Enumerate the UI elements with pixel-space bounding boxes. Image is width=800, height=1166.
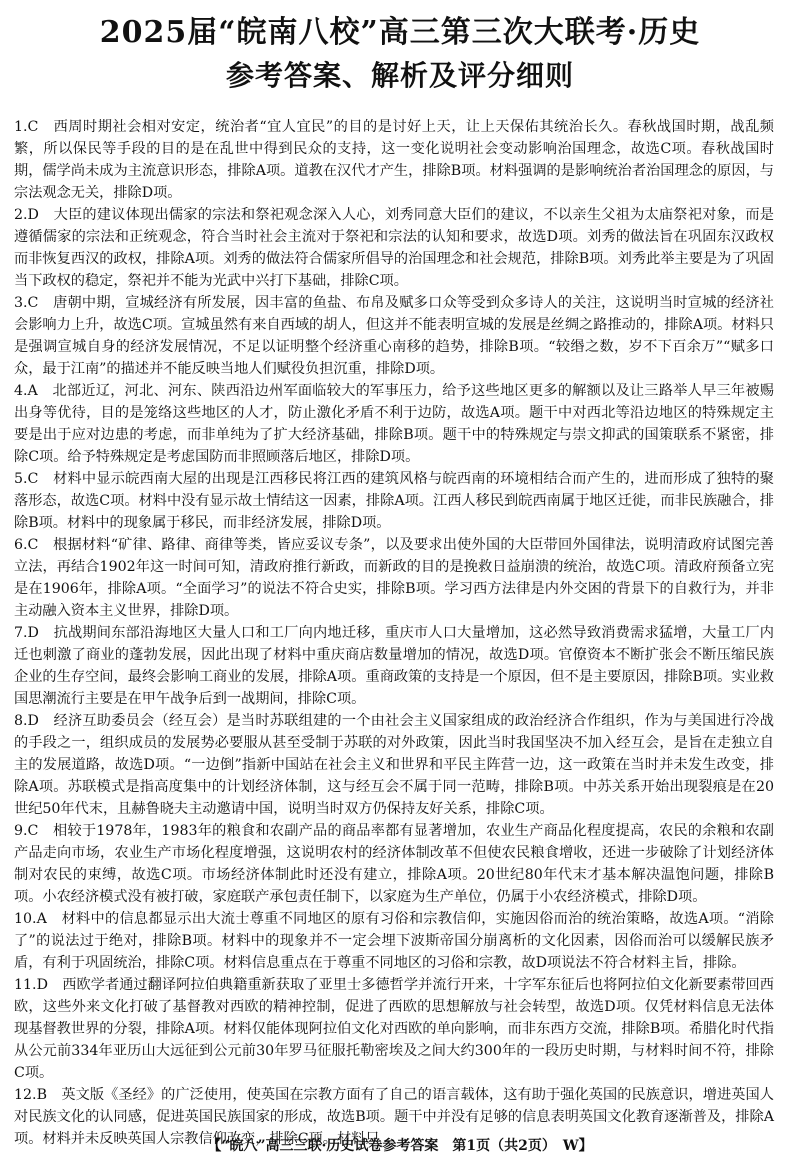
answer-item-9: 9.C 相较于1978年，1983年的粮食和农副产品的商品率都有显著增加，农业生产商品化程度提高，农民的余粮和农副产品走向市场，农业生产市场化程度增强，这说明农村的经济体制改革不但使农民粮食增收，还进一步破除了计划经济体制对农民的束缚，故选C项。市场经济体制此时还没有建立，排除A项。20世纪80年代末才基本解决温饱问题，排除B项。小农经济模式没有被打破，家庭联产承包责任制下，以家庭为生产单位，仍属于小农经济模式，排除D项。 <box>14 823 774 905</box>
answer-list <box>14 116 774 1150</box>
page-footer: 【“皖八”高三三联·历史试卷参考答案 第1页（共2页） W】 <box>207 1138 593 1154</box>
answer-item-11: 11.D 西欧学者通过翻译阿拉伯典籍重新获取了亚里士多德哲学并流行开来，十字军东征后也将阿拉伯文化新要素带回西欧，这些外来文化打破了基督教对西欧的精神控制，促进了西欧的思想解放与社会转型，故选D项。仅凭材料信息无法体现基督教世界的分裂，排除A项。材料仅能体现阿拉伯文化对西欧的单向影响，而非东西方交流，排除B项。希腊化时代指从公元前334年亚历山大远征到公元前30年罗马征服托勒密埃及之间大约300年的一段历史时期，与材料时间不符，排除C项。 <box>14 977 774 1081</box>
answer-item-12: 12.B 英文版《圣经》的广泛使用，使英国在宗教方面有了自己的语言载体，这有助于强化英国的民族意识，增进英国人对民族文化的认同感，促进英国民族国家的形成，故选B项。题干中并没有足够的信息表明英国文化教育逐渐普及，排除A项。材料并未反映英国人宗教信仰改变，排除C项。材料只 <box>14 1087 774 1147</box>
answer-item-10: 10.A 材料中的信息都显示出大流士尊重不同地区的原有习俗和宗教信仰，实施因俗而治的统治策略，故选A项。“消除了”的说法过于绝对，排除B项。材料中的现象并不一定会埋下波斯帝国分崩离析的文化因素，因俗而治可以缓解民族矛盾，有利于巩固统治，排除C项。材料信息重点在于尊重不同地区的习俗和宗教，故D项说法不符合材料主旨，排除。 <box>14 911 774 971</box>
answer-item-1: 1.C 西周时期社会相对安定，统治者“宜人宜民”的目的是讨好上天，让上天保佑其统治长久。春秋战国时期，战乱频繁，所以保民等手段的目的是在乱世中得到民众的支持，这一变化说明社会变动影响治国理念，故选C项。春秋战国时期，儒学尚未成为主流意识形态，排除A项。道教在汉代才产生，排除B项。材料强调的是影响统治者治国理念的原因，与宗法观念无关，排除D项。 <box>14 119 774 201</box>
page-title: 2025届“皖南八校”高三第三次大联考·历史 <box>99 15 701 50</box>
answer-item-7: 7.D 抗战期间东部沿海地区大量人口和工厂向内地迁移，重庆市人口大量增加，这必然导致消费需求猛增，大量工厂内迁也刺激了商业的蓬勃发展，因此出现了材料中重庆商店数量增加的情况，故选D项。官僚资本不断扩张会不断压缩民族企业的生存空间，最终会影响工商业的发展，排除A项。重商政策的支持是一个原因，但不是主要原因，排除B项。实业救国思潮流行主要是在甲午战争后到一战期间，排除C项。 <box>14 625 774 707</box>
answer-item-6: 6.C 根据材料“矿律、路律、商律等类，皆应妥议专条”，以及要求出使外国的大臣带回外国律法，说明清政府试图完善立法，再结合1902年这一时间可知，清政府推行新政，而新政的目的是挽救日益崩溃的统治，故选C项。清政府预备立宪是在1906年，排除A项。“全面学习”的说法不符合史实，排除B项。学习西方法律是内外交困的背景下的自救行为，并非主动融入资本主义世界，排除D项。 <box>14 537 774 619</box>
answer-item-2: 2.D 大臣的建议体现出儒家的宗法和祭祀观念深入人心，刘秀同意大臣们的建议，不以亲生父祖为太庙祭祀对象，而是遵循儒家的宗法和正统观念，符合当时社会主流对于祭祀和宗法的认知和要求，故选D项。刘秀的做法旨在巩固东汉政权而非恢复西汉的政权，排除A项。刘秀的做法符合儒家所倡导的治国理念和社会规范，排除B项。刘秀此举主要是为了巩固当下政权的稳定，祭祀并不能为光武中兴打下基础，排除C项。 <box>14 207 774 289</box>
answer-item-4: 4.A 北部近辽，河北、河东、陕西沿边州军面临较大的军事压力，给予这些地区更多的解额以及让三路举人早三年被赐出身等优待，目的是笼络这些地区的人才，防止激化矛盾不利于边防，故选A项。题干中对西北等沿边地区的特殊规定主要是出于应对边患的考虑，而非单纯为了扩大经济基础，排除B项。题干中的特殊规定与崇文抑武的国策联系不紧密，排除C项。给予特殊规定是考虑国防而非照顾落后地区，排除D项。 <box>14 383 774 465</box>
answer-item-8: 8.D 经济互助委员会（经互会）是当时苏联组建的一个由社会主义国家组成的政治经济合作组织，作为与美国进行冷战的手段之一，组织成员的发展势必要服从甚至受制于苏联的对外政策，因此当时我国坚决不加入经互会，是旨在走独立自主的发展道路，故选D项。“一边倒”指新中国站在社会主义和世界和平民主阵营一边，这一政策在当时并未发生改变，排除A项。苏联模式是指高度集中的计划经济体制，这与经互会不属于同一范畴，排除B项。中苏关系开始出现裂痕是在20世纪50年代末，且赫鲁晓夫主动邀请中国，说明当时双方仍保持友好关系，排除C项。 <box>14 713 774 817</box>
page-subtitle: 参考答案、解析及评分细则 <box>225 59 574 92</box>
answer-item-5: 5.C 材料中显示皖西南大屋的出现是江西移民将江西的建筑风格与皖西南的环境相结合而产生的，进而形成了独特的聚落形态，故选C项。材料中没有显示故土情结这一因素，排除A项。江西人移民到皖西南属于地区迁徙，而非民族融合，排除B项。材料中的现象属于移民，而非经济发展，排除D项。 <box>14 471 774 531</box>
answer-item-3: 3.C 唐朝中期，宣城经济有所发展，因丰富的鱼盐、布帛及赋多口众等受到众多诗人的关注，这说明当时宣城的经济社会影响力上升，故选C项。宣城虽然有来自西域的胡人，但这并不能表明宣城的发展是丝绸之路推动的，排除A项。材料只是强调宣城自身的经济发展情况，不足以证明整个经济重心南移的趋势，排除B项。“较缗之数，岁不下百余万”“赋多口众，最于江南”的描述并不能反映当地人们赋役负担沉重，排除D项。 <box>14 295 774 377</box>
